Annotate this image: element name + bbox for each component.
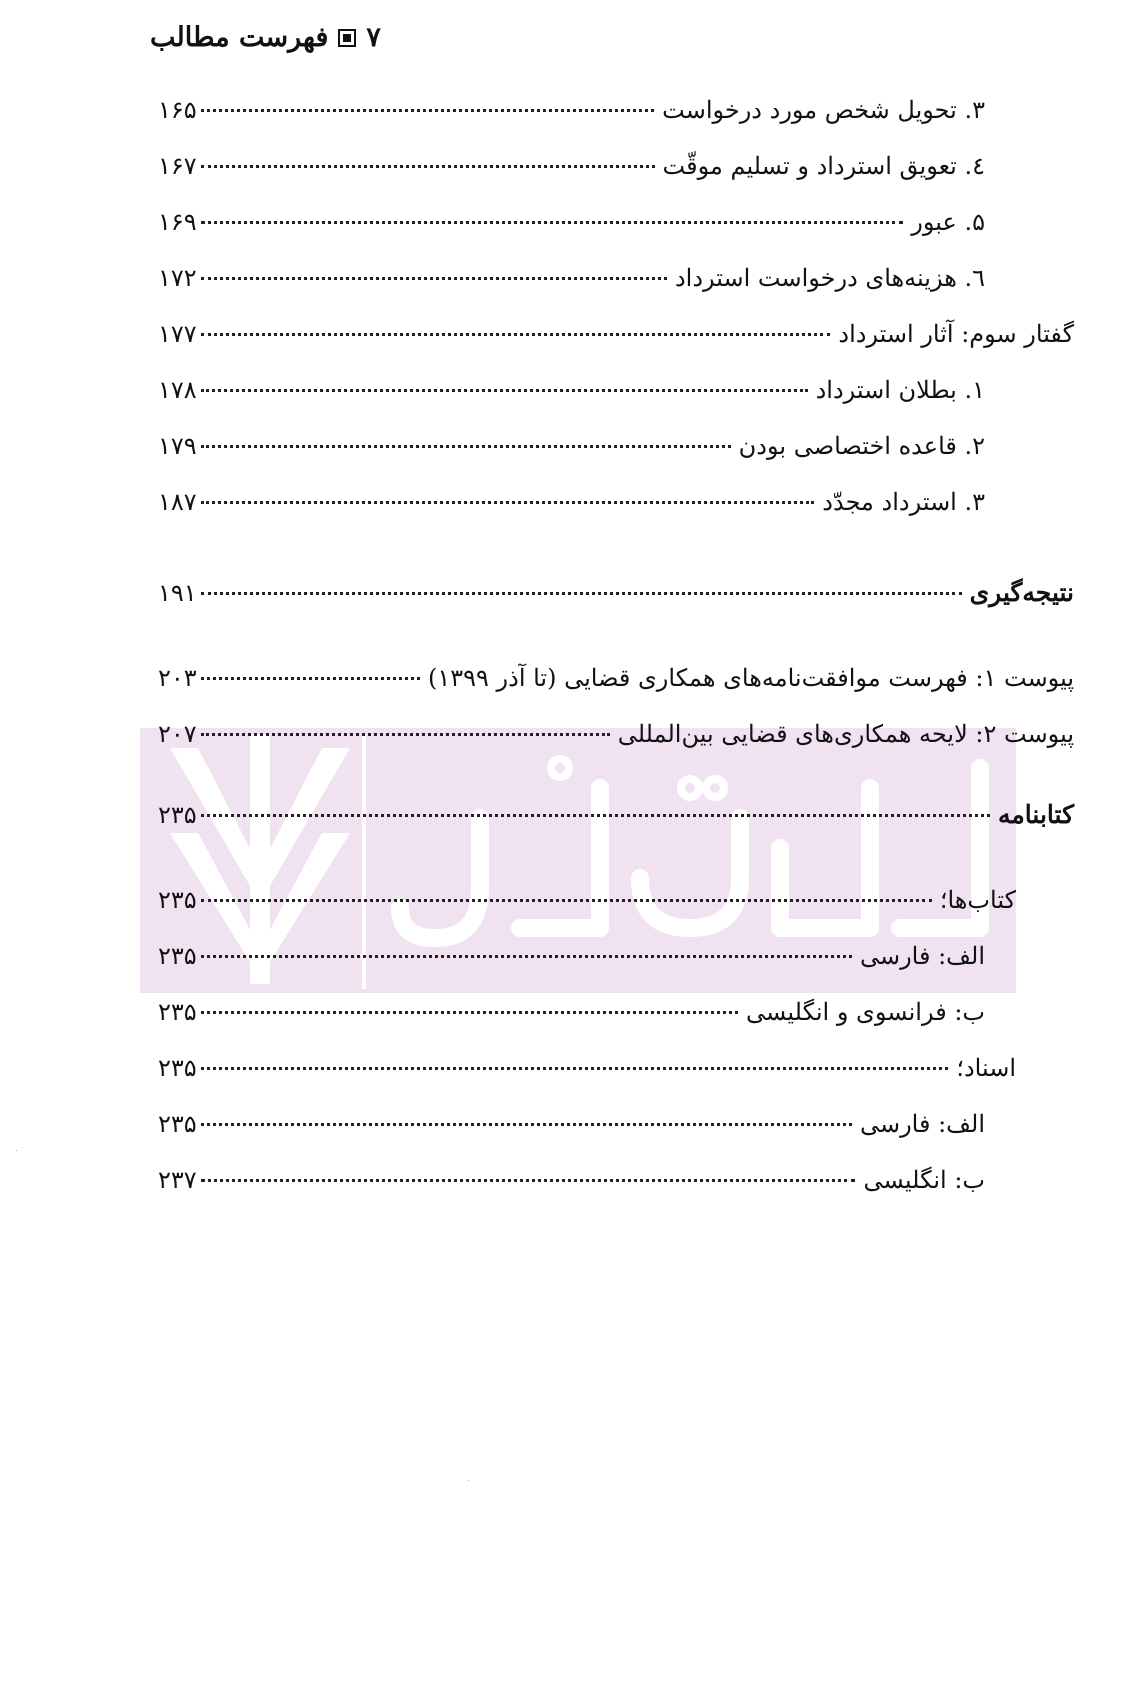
toc-entry[interactable] [158,886,1016,926]
toc-entry-page: ۱۶۷ [158,152,197,180]
toc-entry[interactable] [158,1166,985,1206]
toc-entry-page: ۱۶۵ [158,96,197,124]
toc-entry[interactable] [158,208,985,248]
toc-entry[interactable] [158,96,985,136]
toc-entry[interactable] [158,264,985,304]
toc-entry-title: ب: انگلیسی [863,1166,985,1194]
toc-entry-title: کتاب‌ها؛ [939,886,1016,914]
toc-entry[interactable] [158,998,985,1038]
toc-entry-title: اسناد؛ [956,1054,1016,1082]
scan-speck [16,1150,17,1151]
dot-leader [201,389,808,392]
toc-entry-page: ۲۳۵ [158,942,197,970]
toc-entry-page: ۲۳۷ [158,1166,197,1194]
toc-entry-title: الف: فارسی [859,1110,985,1138]
toc-entry-title: ٦. هزینه‌های درخواست استرداد [674,264,985,292]
toc-entry-title: ۵. عبور [911,208,985,236]
dot-leader [201,677,420,680]
toc-entry-title: ب: فرانسوی و انگلیسی [745,998,985,1026]
toc-entry-page: ۲۳۵ [158,1110,197,1138]
toc-entry-title: الف: فارسی [859,942,985,970]
toc-entry-page: ۲۳۵ [158,801,197,829]
dot-leader [201,1011,738,1014]
dot-leader [201,955,852,958]
toc-entry-page: ۲۳۵ [158,1054,197,1082]
dot-leader [201,109,654,112]
toc-entry-page: ۲۰۷ [158,720,197,748]
toc-entry-title: پیوست ۲: لایحه همکاری‌های قضایی بین‌المللی [617,720,1074,748]
toc-entry-page: ۱۷۸ [158,376,197,404]
square-bullet-icon [338,29,356,47]
dot-leader [201,445,731,448]
toc-entry-title: ۲. قاعده اختصاصی بودن [738,432,985,460]
dot-leader [201,277,667,280]
dot-leader [201,899,932,902]
toc-entry-title: پیوست ۱: فهرست موافقت‌نامه‌های همکاری قضایی (تا آذر ۱۳۹۹) [427,664,1074,692]
dot-leader [201,333,831,336]
toc-entry-title: ۳. استرداد مجدّد [822,488,985,516]
header-page-number: ۷ [366,22,381,53]
toc-entry[interactable] [158,720,1074,760]
dot-leader [201,733,610,736]
toc-entry[interactable] [158,664,1074,704]
dot-leader [201,165,655,168]
toc-entry-title: ۱. بطلان استرداد [815,376,985,404]
toc-entry[interactable] [158,1054,1016,1094]
dot-leader [201,501,815,504]
toc-entry-page: ۱۸۷ [158,488,197,516]
toc-entry-page: ۱۷۷ [158,320,197,348]
toc-entry[interactable] [158,432,985,472]
toc-entry[interactable] [158,320,1074,360]
dot-leader [201,1067,949,1070]
toc-entry-page: ۱۷۹ [158,432,197,460]
toc-entry[interactable] [158,376,985,416]
header-title: فهرست مطالب [150,22,329,53]
dot-leader [201,814,990,817]
dot-leader [201,592,962,595]
toc-entry-page: ۲۳۵ [158,886,197,914]
dot-leader [201,1123,852,1126]
toc-entry-title: نتیجه‌گیری [969,578,1074,607]
toc-entry[interactable] [158,488,985,528]
toc-entry-page: ۲۳۵ [158,998,197,1026]
toc-entry[interactable] [158,1110,985,1150]
dot-leader [201,221,904,224]
running-header [150,22,381,53]
toc-entry-title: ۳. تحویل شخص مورد درخواست [662,96,985,124]
toc-entry[interactable] [158,800,1074,840]
scan-speck [468,1480,469,1481]
toc-entry-page: ۱۶۹ [158,208,197,236]
toc-entry-page: ۲۰۳ [158,664,197,692]
toc-entry[interactable] [158,152,985,192]
toc-entry-page: ۱۷۲ [158,264,197,292]
toc-entry[interactable] [158,942,985,982]
toc-entry-title: گفتار سوم: آثار استرداد [838,320,1074,348]
dot-leader [201,1179,856,1182]
toc-entry-page: ۱۹۱ [158,579,197,607]
toc-entry[interactable] [158,578,1074,618]
toc-entry-title: ٤. تعویق استرداد و تسلیم موقّت [662,152,985,180]
toc-entry-title: کتابنامه [998,800,1074,829]
